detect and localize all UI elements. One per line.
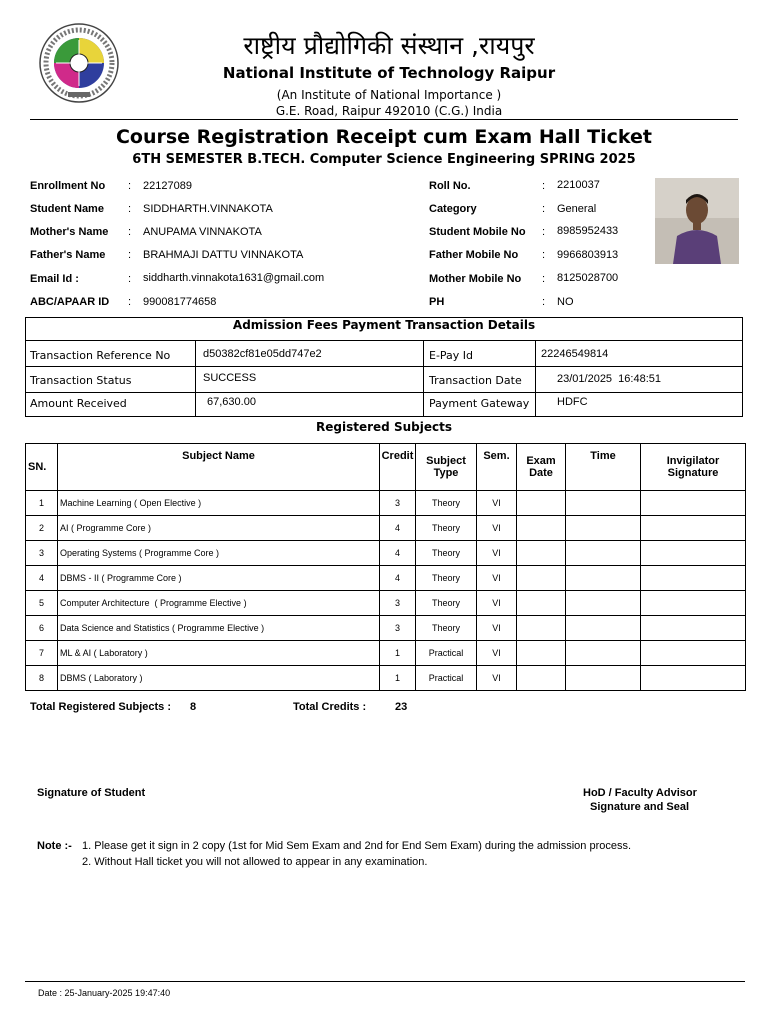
ph-value: NO [557,296,574,308]
colon: : [542,273,546,285]
colon: : [128,249,132,261]
header-subject-type-line1: Subject [426,455,466,467]
amount-value: 67,630.00 [207,396,256,408]
header-subject-type [416,444,477,491]
txn-date-value: 23/01/2025 16:48:51 [557,373,661,385]
row-type: Practical [416,666,477,691]
row-credit: 4 [380,566,416,591]
father-mobile-value: 9966803913 [557,249,619,261]
mother-mobile-label: Mother Mobile No [429,273,522,285]
student-mobile-label: Student Mobile No [429,226,526,238]
category-label: Category [429,203,477,215]
row-sn: 2 [26,516,58,541]
row-exam-date [517,666,566,691]
email-value: siddharth.vinnakota1631@gmail.com [143,272,325,284]
row-credit: 4 [380,541,416,566]
txn-ref-label: Transaction Reference No [30,349,171,362]
table-line [535,340,536,417]
row-time [566,516,641,541]
registered-subjects-title: Registered Subjects [316,420,452,434]
row-exam-date [517,616,566,641]
row-type: Theory [416,516,477,541]
txn-status-value: SUCCESS [203,372,257,384]
row-exam-date [517,491,566,516]
row-type: Theory [416,591,477,616]
row-sn: 1 [26,491,58,516]
table-row [26,591,746,616]
row-subject-name: Computer Architecture ( Programme Elective ) [58,591,380,616]
mother-name-value: ANUPAMA VINNAKOTA [143,226,262,238]
row-time [566,666,641,691]
row-exam-date [517,591,566,616]
mother-mobile-value: 8125028700 [557,272,619,284]
row-type: Theory [416,491,477,516]
row-subject-name: Operating Systems ( Programme Core ) [58,541,380,566]
row-subject-name: AI ( Programme Core ) [58,516,380,541]
note-label: Note :- [37,840,72,852]
table-line [423,340,424,417]
amount-label: Amount Received [30,397,127,410]
abc-id-value: 990081774658 [143,296,217,308]
father-mobile-label: Father Mobile No [429,249,519,261]
row-invigilator [641,616,746,641]
row-sem: VI [477,491,517,516]
header-invigilator-line1: Invigilator [666,455,720,467]
row-sem: VI [477,516,517,541]
header-exam-date-line1: Exam [526,455,556,467]
header-exam-date [517,444,566,491]
row-sn: 4 [26,566,58,591]
row-exam-date [517,516,566,541]
hod-seal-label: Signature and Seal [590,801,690,813]
row-sn: 5 [26,591,58,616]
header-divider [30,119,738,120]
colon: : [128,180,132,192]
row-credit: 1 [380,641,416,666]
enrollment-label: Enrollment No [30,180,106,192]
hod-signature-label: HoD / Faculty Advisor [583,787,697,799]
colon: : [128,226,132,238]
row-sem: VI [477,566,517,591]
epay-id-label: E-Pay Id [429,349,474,362]
table-row [26,491,746,516]
table-header-row [26,444,746,491]
row-sem: VI [477,591,517,616]
total-subjects-label: Total Registered Subjects : [30,701,171,713]
roll-no-label: Roll No. [429,180,471,192]
colon: : [542,296,546,308]
table-row [26,516,746,541]
table-line [195,340,196,417]
header-subject-name: Subject Name [58,444,380,491]
row-time [566,491,641,516]
colon: : [128,273,132,285]
row-sem: VI [477,541,517,566]
table-line [25,366,743,367]
student-signature-label: Signature of Student [37,787,146,799]
row-credit: 3 [380,591,416,616]
gateway-label: Payment Gateway [429,397,530,410]
row-credit: 4 [380,516,416,541]
epay-id-value: 22246549814 [541,348,609,360]
table-row [26,641,746,666]
colon: : [542,249,546,261]
row-subject-name: DBMS ( Laboratory ) [58,666,380,691]
student-name-value: SIDDHARTH.VINNAKOTA [143,203,273,215]
row-exam-date [517,541,566,566]
total-credits-label: Total Credits : [293,701,367,713]
abc-id-label: ABC/APAAR ID [30,296,110,308]
student-photo [655,178,739,264]
document-title: Course Registration Receipt cum Exam Hall Ticket [115,126,653,148]
colon: : [128,203,132,215]
row-invigilator [641,566,746,591]
row-credit: 1 [380,666,416,691]
note-line-1: 1. Please get it sign in 2 copy (1st for Mid Sem Exam and 2nd for End Sem Exam) during the admission process. [82,840,632,852]
row-sn: 6 [26,616,58,641]
header-time: Time [566,444,641,491]
row-time [566,566,641,591]
gateway-value: HDFC [557,396,588,408]
table-line [25,392,743,393]
row-invigilator [641,516,746,541]
row-type: Theory [416,566,477,591]
row-sem: VI [477,641,517,666]
father-name-label: Father's Name [30,249,106,261]
row-type: Theory [416,616,477,641]
semester-line: 6TH SEMESTER B.TECH. Computer Science Engineering SPRING 2025 [132,152,636,167]
student-mobile-value: 8985952433 [557,225,619,237]
table-row [26,566,746,591]
row-sn: 7 [26,641,58,666]
header-invigilator-line2: Signature [667,467,719,479]
total-credits-value: 23 [395,701,408,713]
institute-hindi-name: राष्ट्रीय प्रौद्योगिकी संस्थान ,रायपुर [243,31,535,60]
txn-date-label: Transaction Date [429,374,522,387]
row-type: Theory [416,541,477,566]
ph-label: PH [429,296,445,308]
email-label: Email Id : [30,273,79,285]
txn-status-label: Transaction Status [30,374,132,387]
row-invigilator [641,541,746,566]
footer-divider [25,981,745,982]
row-subject-name: Machine Learning ( Open Elective ) [58,491,380,516]
father-name-value: BRAHMAJI DATTU VINNAKOTA [143,249,304,261]
row-invigilator [641,591,746,616]
table-row [26,666,746,691]
row-exam-date [517,641,566,666]
category-value: General [557,203,597,215]
row-subject-name: ML & AI ( Laboratory ) [58,641,380,666]
row-sem: VI [477,666,517,691]
colon: : [542,226,546,238]
txn-ref-value: d50382cf81e05dd747e2 [203,348,322,360]
header-credit: Credit [380,444,416,491]
table-row [26,541,746,566]
enrollment-value: 22127089 [143,180,192,192]
person-photo-icon [655,178,739,264]
institute-address: G.E. Road, Raipur 492010 (C.G.) India [275,104,503,118]
row-invigilator [641,491,746,516]
row-invigilator [641,641,746,666]
row-subject-name: Data Science and Statistics ( Programme Elective ) [58,616,380,641]
institute-logo [38,22,120,104]
row-sn: 3 [26,541,58,566]
row-credit: 3 [380,491,416,516]
header-sem: Sem. [477,444,517,491]
header-subject-type-line2: Type [433,467,459,479]
row-time [566,616,641,641]
fees-table-title: Admission Fees Payment Transaction Details [232,318,536,332]
colon: : [542,180,546,192]
header-sn: SN. [26,444,58,491]
colon: : [542,203,546,215]
row-type: Practical [416,641,477,666]
row-time [566,591,641,616]
header-exam-date-line2: Date [529,467,553,479]
row-exam-date [517,566,566,591]
roll-no-value: 2210037 [557,179,600,191]
student-name-label: Student Name [30,203,104,215]
colon: : [128,296,132,308]
row-time [566,541,641,566]
print-date: Date : 25-January-2025 19:47:40 [38,988,171,998]
subjects-table [25,443,746,691]
row-invigilator [641,666,746,691]
row-credit: 3 [380,616,416,641]
note-line-2: 2. Without Hall ticket you will not allowed to appear in any examination. [82,856,428,868]
table-line [25,340,743,341]
table-row [26,616,746,641]
row-sn: 8 [26,666,58,691]
institute-status: (An Institute of National Importance ) [276,88,502,102]
fees-table [25,317,743,417]
row-sem: VI [477,616,517,641]
institute-english-name: National Institute of Technology Raipur [222,64,556,82]
header-invigilator [641,444,746,491]
row-time [566,641,641,666]
total-subjects-value: 8 [190,701,197,713]
row-subject-name: DBMS - II ( Programme Core ) [58,566,380,591]
mother-name-label: Mother's Name [30,226,109,238]
